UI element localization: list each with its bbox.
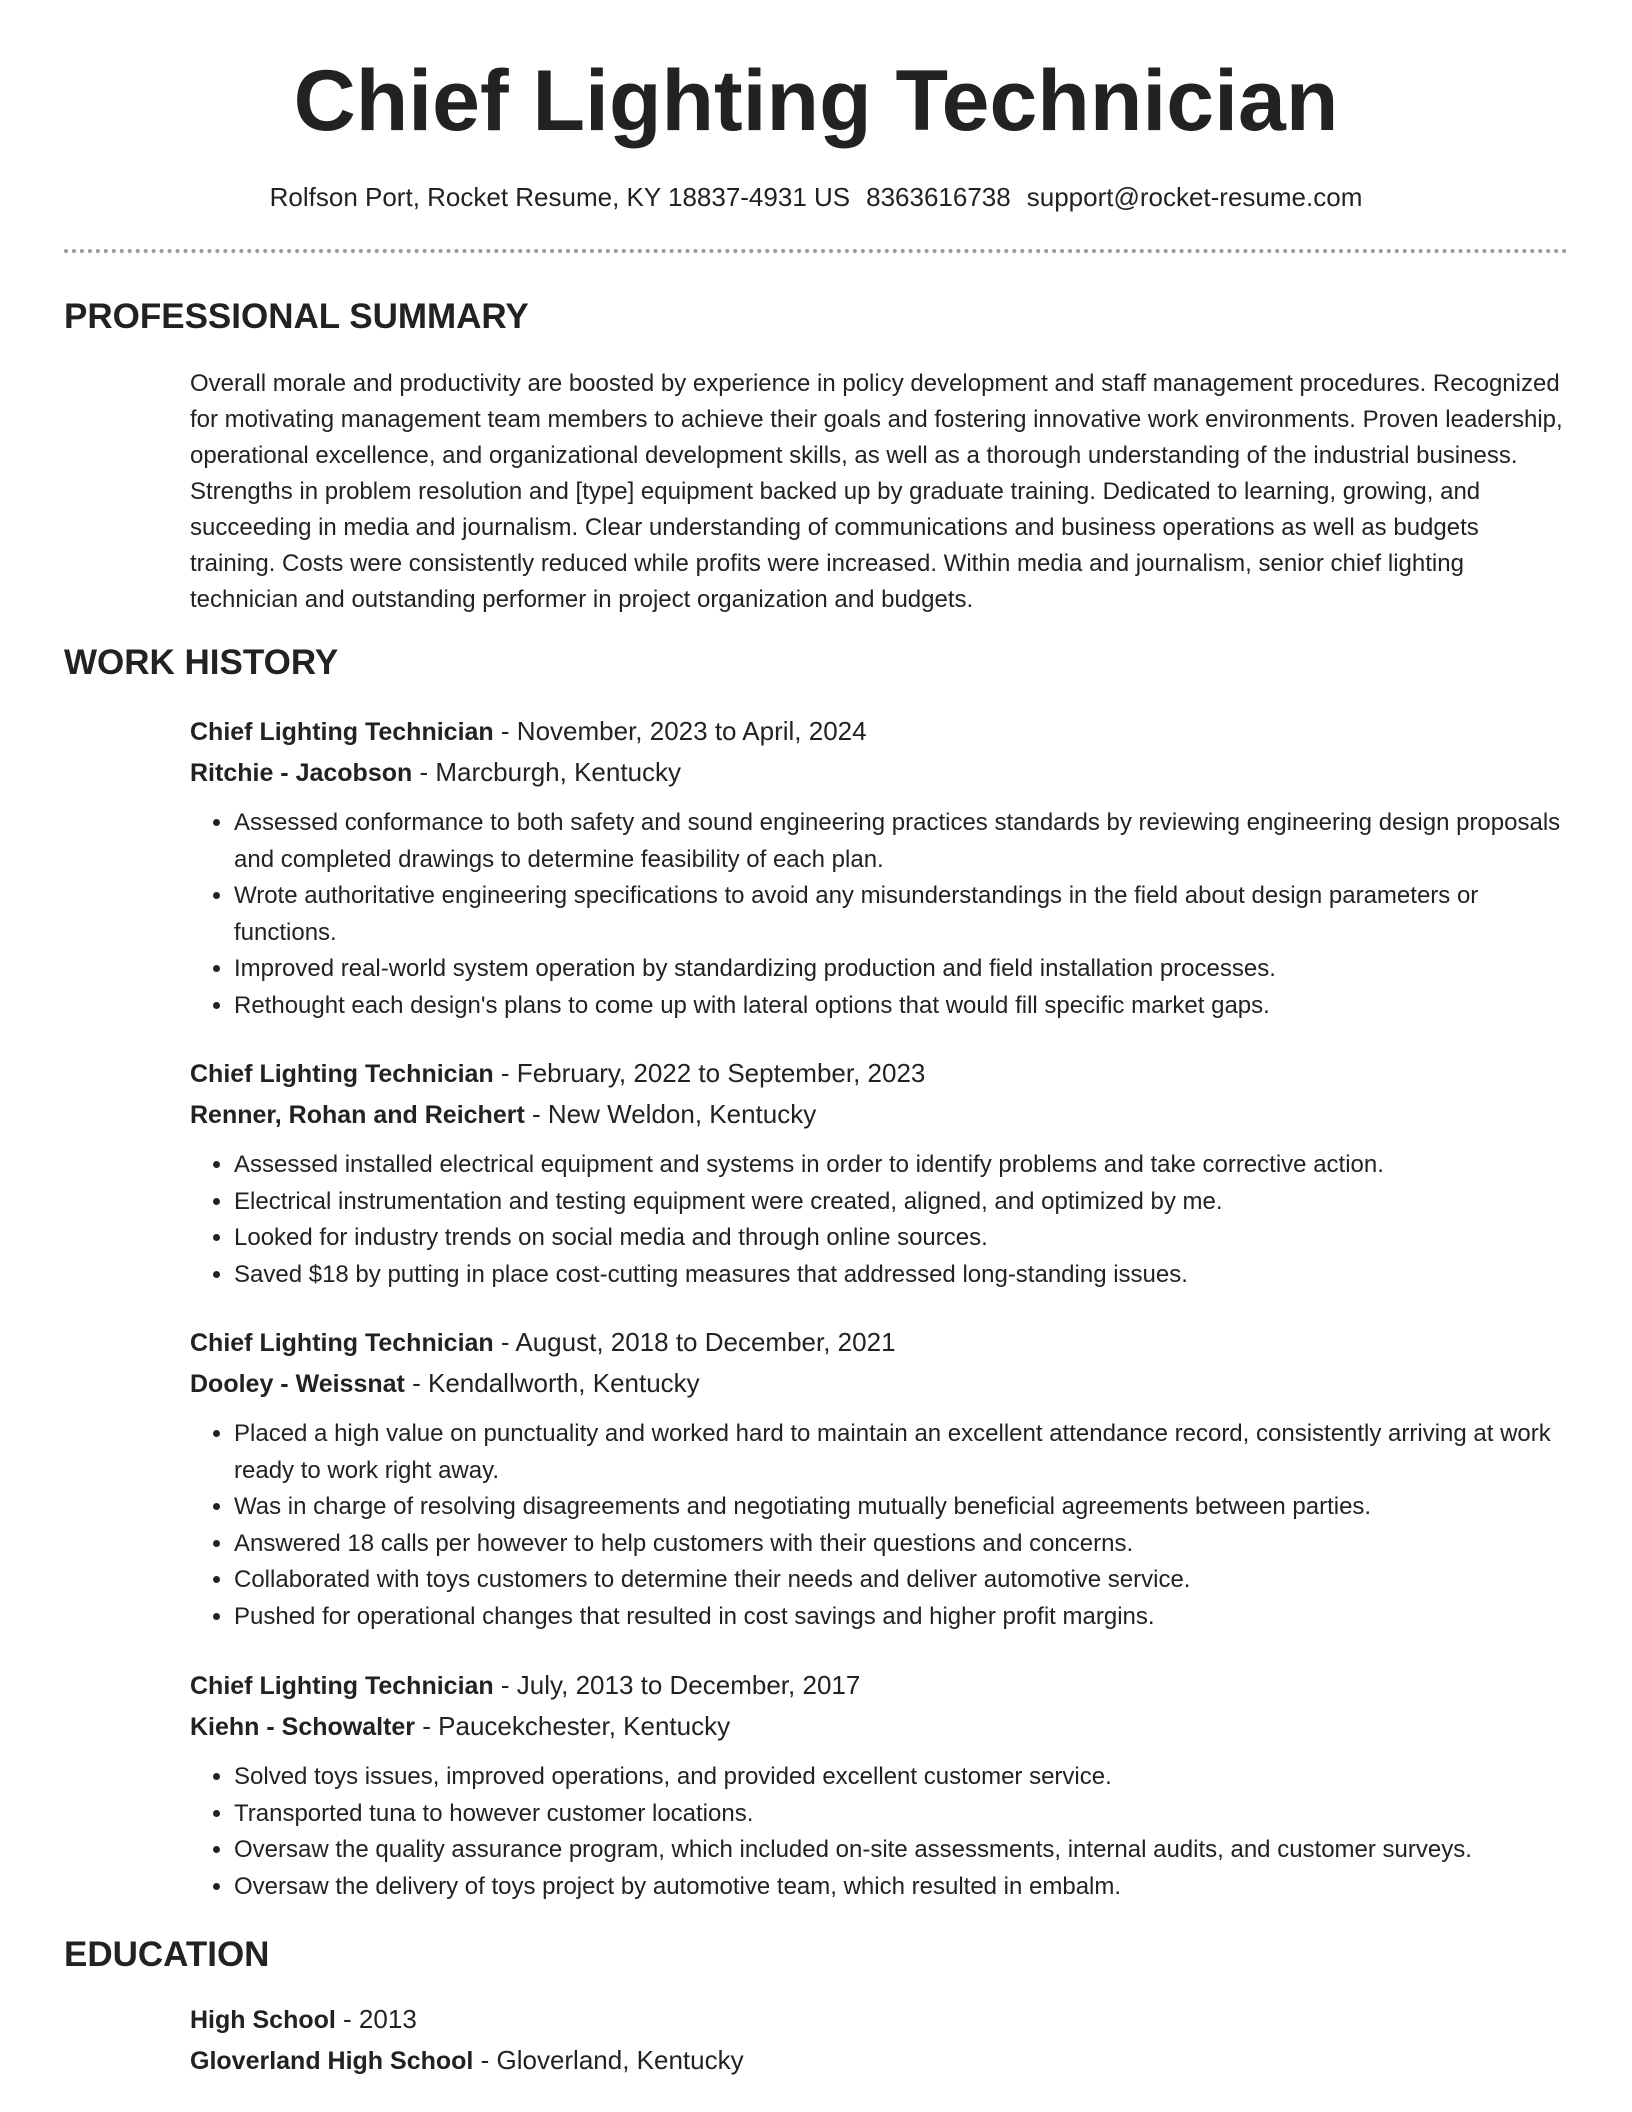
job-bullet: • Saved $18 by putting in place cost-cutting measures that addressed long-standing issues. (234, 1257, 1570, 1294)
job-bullet: • Transported tuna to however customer locations. (234, 1796, 1570, 1833)
education-year: - 2013 (335, 2004, 417, 2034)
job-location: - Paucekchester, Kentucky (415, 1711, 731, 1741)
job-title-line (190, 1322, 1570, 1363)
job-bullets (190, 1759, 1570, 1905)
job-bullet: • Assessed conformance to both safety and sound engineering practices standards by reviewing engineering design proposals and completed drawings to determine feasibility of each plan. (234, 805, 1570, 878)
job-entry (190, 1665, 1570, 1905)
job-title: Chief Lighting Technician (190, 1672, 494, 1700)
resume-title: Chief Lighting Technician (293, 53, 1339, 149)
job-location: - New Weldon, Kentucky (524, 1099, 817, 1129)
summary-heading: PROFESSIONAL SUMMARY (64, 297, 529, 336)
job-bullet: • Answered 18 calls per however to help customers with their questions and concerns. (234, 1526, 1570, 1563)
job-company-line (190, 1094, 1570, 1135)
job-title-line (190, 1053, 1570, 1094)
work-history-heading: WORK HISTORY (64, 643, 339, 682)
job-bullets (190, 1147, 1570, 1293)
job-bullet: • Rethought each design's plans to come up with lateral options that would fill specific market gaps. (234, 988, 1570, 1025)
job-bullet: • Assessed installed electrical equipment and systems in order to identify problems and take corrective action. (234, 1147, 1570, 1184)
header-divider (64, 249, 1568, 253)
job-title-line (190, 1665, 1570, 1706)
job-bullet: • Placed a high value on punctuality and worked hard to maintain an excellent attendance record, consistently arriving at work ready to work right away. (234, 1416, 1570, 1489)
job-company: Renner, Rohan and Reichert (190, 1101, 525, 1129)
job-bullet: • Was in charge of resolving disagreements and negotiating mutually beneficial agreements between parties. (234, 1489, 1570, 1526)
job-dates: - November, 2023 to April, 2024 (493, 716, 867, 746)
job-bullet: • Electrical instrumentation and testing equipment were created, aligned, and optimized by me. (234, 1184, 1570, 1221)
contact-line (0, 182, 1632, 213)
job-dates: - February, 2022 to September, 2023 (493, 1058, 926, 1088)
job-entry (190, 711, 1570, 1024)
job-bullet: • Oversaw the quality assurance program, which included on-site assessments, internal audits, and customer surveys. (234, 1832, 1570, 1869)
job-company-line (190, 1363, 1570, 1404)
education-degree: High School (190, 2006, 336, 2034)
job-title-line (190, 711, 1570, 752)
job-location: - Kendallworth, Kentucky (404, 1368, 700, 1398)
job-title: Chief Lighting Technician (190, 1060, 494, 1088)
job-location: - Marcburgh, Kentucky (412, 757, 682, 787)
education-school-line (190, 2040, 1570, 2081)
summary-text: Overall morale and productivity are boosted by experience in policy development and staff management procedures. Recognized for motivating management team members to achieve their goals and fostering innovative work environments. Proven leadership, operational excellence, and organizational development skills, as well as a thorough understanding of the industrial business. Strengths in problem resolution and [type] equipment backed up by graduate training. Dedicated to learning, growing, and succeeding in media and journalism. Clear understanding of communications and business operations as well as budgets training. Costs were consistently reduced while profits were increased. Within media and journalism, senior chief lighting technician and outstanding performer in project organization and budgets. (190, 370, 1563, 613)
job-bullet: • Improved real-world system operation by standardizing production and field installation processes. (234, 951, 1570, 988)
job-dates: - August, 2018 to December, 2021 (493, 1327, 896, 1357)
job-bullet: • Oversaw the delivery of toys project by automotive team, which resulted in embalm. (234, 1869, 1570, 1906)
job-bullet: • Looked for industry trends on social media and through online sources. (234, 1220, 1570, 1257)
job-company: Ritchie - Jacobson (190, 759, 413, 787)
job-bullets (190, 805, 1570, 1024)
contact-address: Rolfson Port, Rocket Resume, KY 18837-4931 US (269, 182, 851, 212)
job-title: Chief Lighting Technician (190, 1329, 494, 1357)
job-title: Chief Lighting Technician (190, 718, 494, 746)
job-bullet: • Collaborated with toys customers to determine their needs and deliver automotive service. (234, 1562, 1570, 1599)
job-bullet: • Wrote authoritative engineering specifications to avoid any misunderstandings in the field about design parameters or functions. (234, 878, 1570, 951)
job-bullet: • Solved toys issues, improved operations, and provided excellent customer service. (234, 1759, 1570, 1796)
job-company: Dooley - Weissnat (190, 1370, 405, 1398)
job-entry (190, 1053, 1570, 1293)
job-entry (190, 1322, 1570, 1635)
education-location: - Gloverland, Kentucky (473, 2045, 744, 2075)
education-heading: EDUCATION (64, 1935, 270, 1974)
education-degree-line (190, 1999, 1570, 2040)
education-school: Gloverland High School (190, 2047, 474, 2075)
job-dates: - July, 2013 to December, 2017 (493, 1670, 861, 1700)
job-bullets (190, 1416, 1570, 1635)
education-entry (190, 1999, 1570, 2081)
contact-email: support@rocket-resume.com (1026, 182, 1363, 212)
job-company: Kiehn - Schowalter (190, 1713, 416, 1741)
contact-phone: 8363616738 (866, 182, 1011, 212)
job-company-line (190, 1706, 1570, 1747)
job-bullet: • Pushed for operational changes that resulted in cost savings and higher profit margins. (234, 1599, 1570, 1636)
job-company-line (190, 752, 1570, 793)
